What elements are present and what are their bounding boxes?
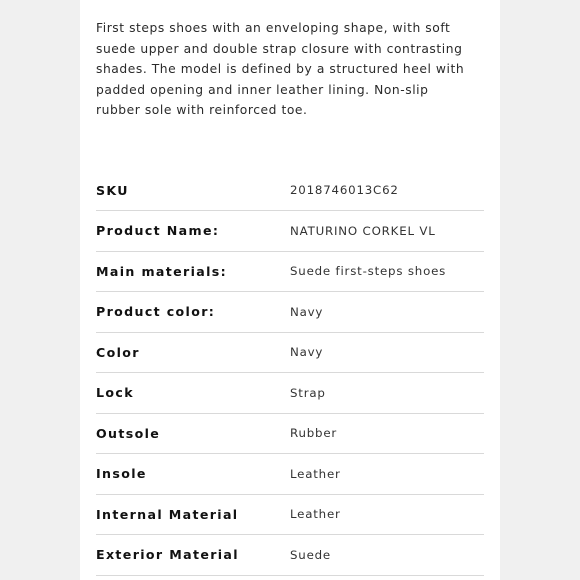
spec-value: Strap <box>290 385 326 400</box>
spec-row-main-materials <box>96 252 484 293</box>
spec-value: Rubber <box>290 426 338 441</box>
spec-row-product-color <box>96 292 484 333</box>
spec-label: Product color: <box>96 304 216 320</box>
spec-label: SKU <box>96 182 129 198</box>
product-description <box>96 18 488 121</box>
spec-value: Leather <box>290 507 341 522</box>
product-details-card <box>80 0 500 580</box>
description-line: suede upper and double strap closure with contrasting <box>96 41 463 56</box>
spec-label: Exterior Material <box>96 547 239 563</box>
spec-value: NATURINO CORKEL VL <box>290 223 436 238</box>
spec-value: Leather <box>290 466 341 481</box>
spec-row-internal-material <box>96 495 484 536</box>
spec-row-lock <box>96 373 484 414</box>
spec-value: Navy <box>290 345 324 360</box>
spec-row-color <box>96 333 484 374</box>
spec-row-sku <box>96 170 484 211</box>
description-line: First steps shoes with an enveloping shape, with soft <box>96 21 451 35</box>
description-line: rubber sole with reinforced toe. <box>96 103 308 117</box>
spec-value: Navy <box>290 304 324 319</box>
description-line: shades. The model is defined by a structured heel with <box>96 62 465 76</box>
description-line: padded opening and inner leather lining. Non-slip <box>96 82 429 97</box>
spec-label: Product Name: <box>96 223 220 239</box>
spec-value: 2018746013C62 <box>290 183 399 197</box>
spec-value: Suede first-steps shoes <box>290 264 447 279</box>
spec-value: Suede <box>290 547 331 562</box>
spec-row-exterior-material <box>96 535 484 576</box>
spec-label: Internal Material <box>96 506 239 522</box>
spec-label: Insole <box>96 466 147 482</box>
spec-label: Main materials: <box>96 263 228 279</box>
spec-label: Color <box>96 344 140 360</box>
product-specs-table <box>96 170 484 576</box>
spec-row-insole <box>96 454 484 495</box>
spec-row-outsole <box>96 414 484 455</box>
spec-row-product-name <box>96 211 484 252</box>
spec-label: Lock <box>96 385 134 401</box>
spec-label: Outsole <box>96 425 161 441</box>
